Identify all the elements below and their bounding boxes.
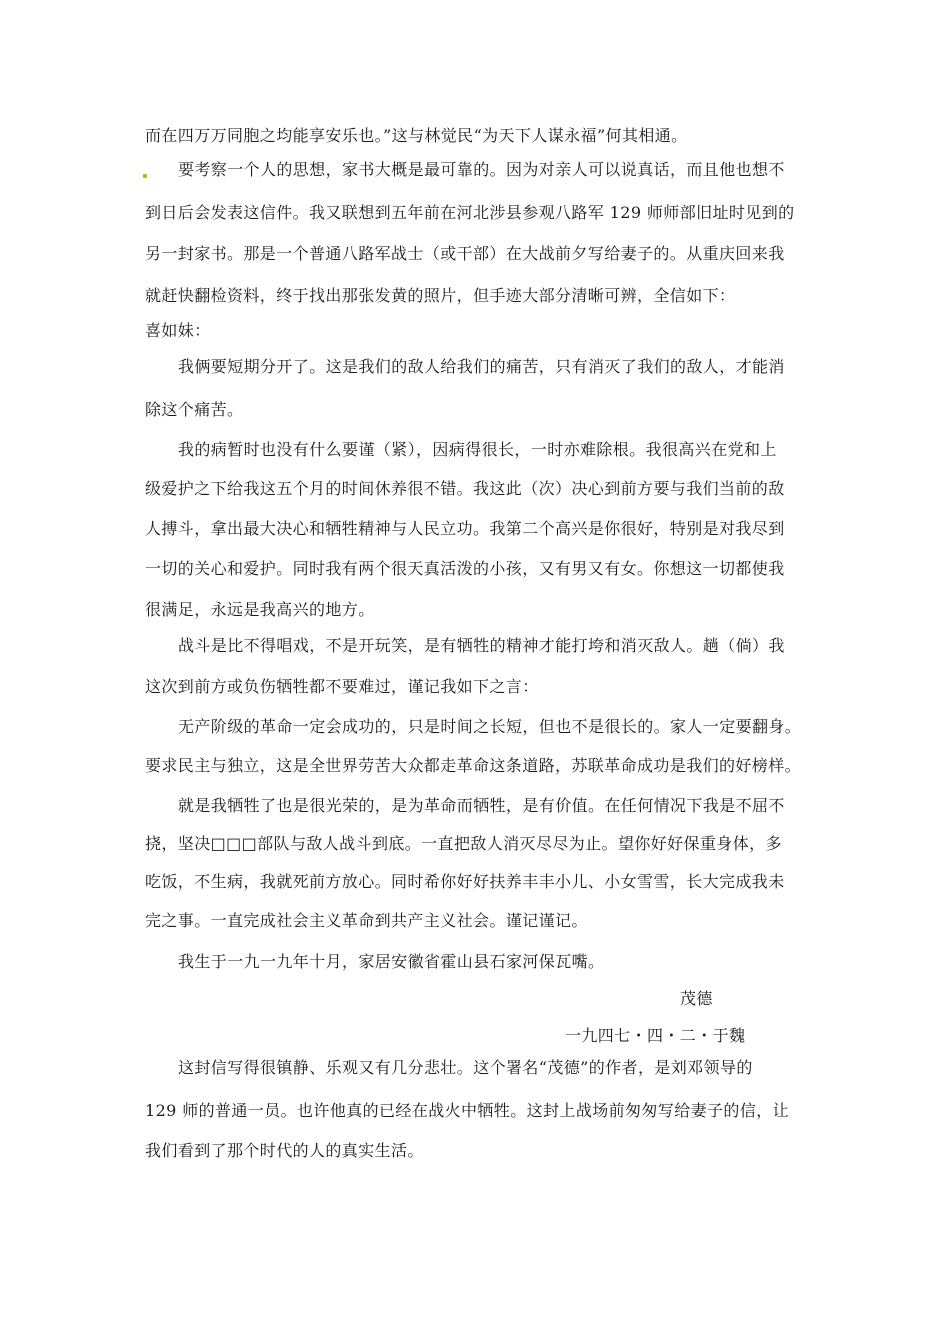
margin-marker: [143, 174, 147, 178]
letter-line: 除这个痛苦。: [145, 400, 244, 419]
letter-line: 这次到前方或负伤牺牲都不要难过，谨记我如下之言：: [145, 677, 539, 696]
letter-line: 人搏斗，拿出最大决心和牺牲精神与人民立功。我第二个高兴是你很好，特别是对我尽到: [145, 519, 785, 538]
letter-line: 挠，坚决□□□部队与敌人战斗到底。一直把敌人消灭尽尽为止。望你好好保重身体，多: [145, 834, 782, 853]
intro-paragraph-line: 就赶快翻检资料，终于找出那张发黄的照片，但手迹大部分清晰可辨，全信如下：: [145, 286, 736, 305]
letter-line: 就是我牺牲了也是很光荣的，是为革命而牺牲，是有价值。在任何情况下我是不屈不: [178, 796, 785, 815]
conclusion-line: 129 师的普通一员。也许他真的已经在战火中牺牲。这封上战场前匆匆写给妻子的信，让: [145, 1101, 790, 1120]
letter-line: 我俩要短期分开了。这是我们的敌人给我们的痛苦，只有消灭了我们的敌人，才能消: [178, 357, 785, 376]
conclusion-line: 我们看到了那个时代的人的真实生活。: [145, 1141, 424, 1160]
letter-line: 级爱护之下给我这五个月的时间休养很不错。我这此（次）决心到前方要与我们当前的敌: [145, 479, 785, 498]
intro-paragraph-line: 要考察一个人的思想，家书大概是最可靠的。因为对亲人可以说真话，而且他也想不: [178, 160, 785, 179]
letter-line: 吃饭，不生病，我就死前方放心。同时希你好好扶养丰丰小儿、小女雪雪，长大完成我未: [145, 872, 785, 891]
letter-line: 很满足，永远是我高兴的地方。: [145, 600, 375, 619]
letter-line: 无产阶级的革命一定会成功的，只是时间之长短，但也不是很长的。家人一定要翻身。: [178, 717, 802, 736]
letter-salutation: 喜如妹：: [145, 321, 211, 340]
intro-line: 而在四万万同胞之均能享安乐也。”这与林觉民“为天下人谋永福”何其相通。: [145, 126, 688, 145]
intro-paragraph-line: 另一封家书。那是一个普通八路军战士（或干部）在大战前夕写给妻子的。从重庆回来我: [145, 244, 785, 263]
letter-line: 我的病暂时也没有什么要谨（紧），因病得很长，一时亦难除根。我很高兴在党和上: [178, 440, 777, 459]
letter-date: 一九四七・四・二・于魏: [565, 1026, 746, 1045]
letter-line: 要求民主与独立，这是全世界劳苦大众都走革命这条道路，苏联革命成功是我们的好榜样。: [145, 756, 802, 775]
letter-line: 完之事。一直完成社会主义革命到共产主义社会。谨记谨记。: [145, 911, 588, 930]
letter-signature: 茂德: [680, 989, 713, 1008]
letter-line: 我生于一九一九年十月，家居安徽省霍山县石家河保瓦嘴。: [178, 952, 605, 971]
intro-paragraph-line: 到日后会发表这信件。我又联想到五年前在河北涉县参观八路军 129 师师部旧址时见到的: [145, 203, 795, 222]
letter-line: 一切的关心和爱护。同时我有两个很天真活泼的小孩，又有男又有女。你想这一切都使我: [145, 559, 785, 578]
conclusion-line: 这封信写得很镇静、乐观又有几分悲壮。这个署名“茂德”的作者，是刘邓领导的: [178, 1058, 753, 1077]
letter-line: 战斗是比不得唱戏，不是开玩笑，是有牺牲的精神才能打垮和消灭敌人。趟（倘）我: [178, 636, 785, 655]
